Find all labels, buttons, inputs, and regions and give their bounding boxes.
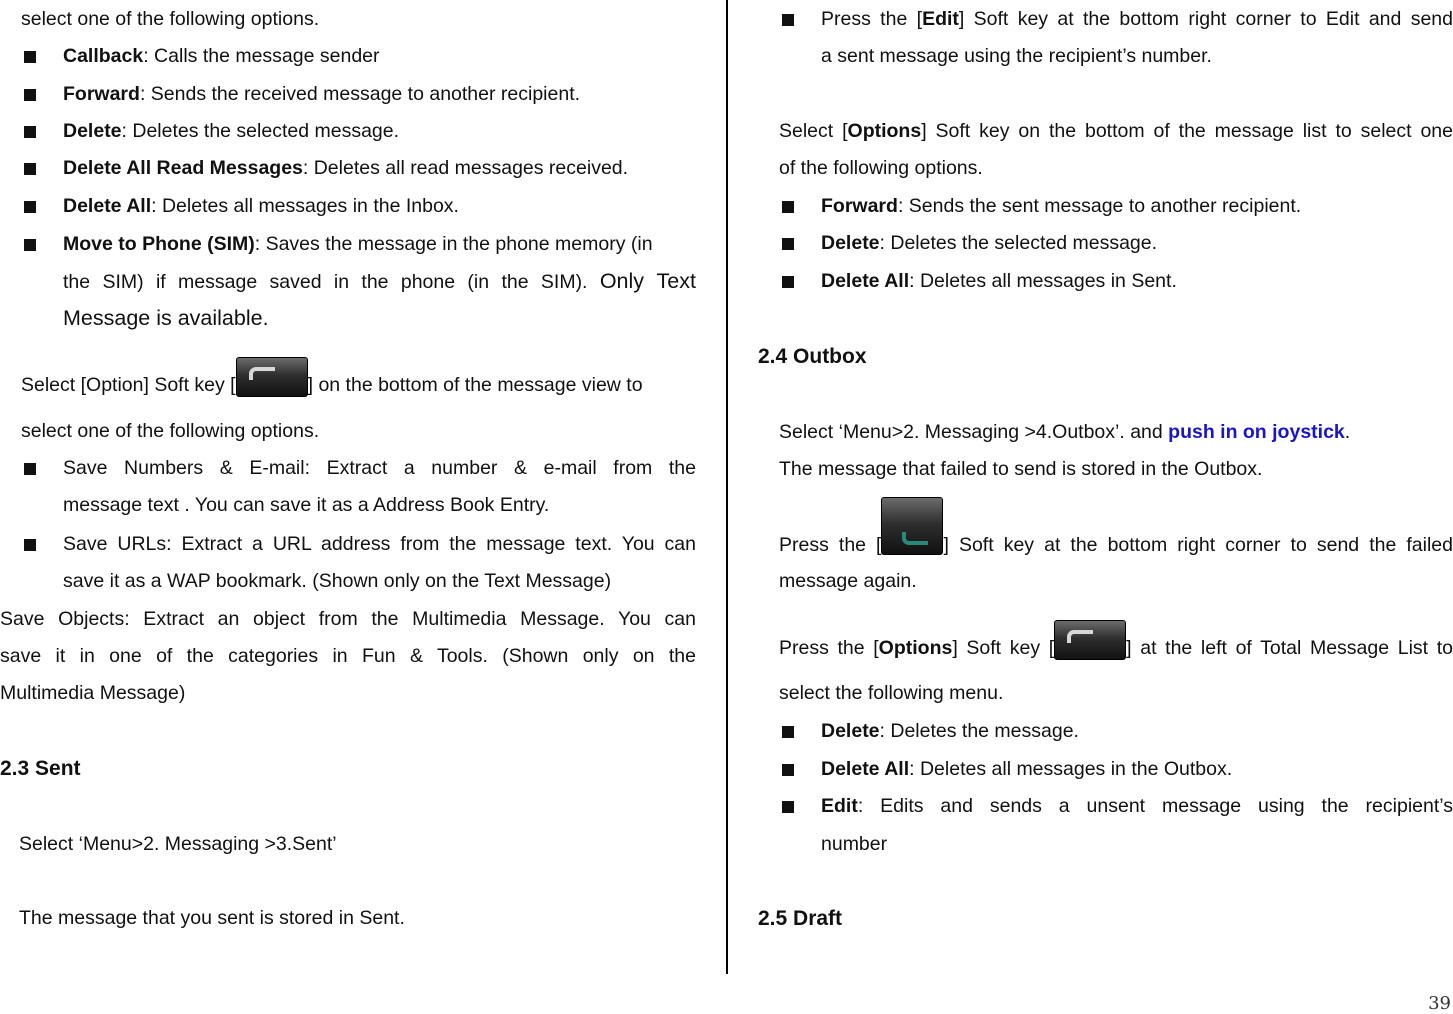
term: Edit <box>821 795 858 817</box>
text-line: number <box>821 833 888 855</box>
text-line: a sent message using the recipient’s number. <box>821 45 1212 67</box>
text-line: Select ‘Menu>2. Messaging >3.Sent’ <box>19 833 337 855</box>
term: Delete <box>63 120 122 142</box>
text: Press the [ <box>779 534 882 556</box>
send-key-icon <box>881 497 943 555</box>
text: ] Soft key at the bottom right corner to Edit and send <box>958 8 1453 30</box>
text: Select [ <box>779 120 848 142</box>
desc: : Sends the received message to another recipient. <box>139 83 581 105</box>
page-number: 39 <box>1428 993 1451 1014</box>
text-line: Save URLs: Extract a URL address from the message text. You can <box>63 533 696 555</box>
section-heading-outbox: 2.4 Outbox <box>758 345 867 368</box>
bullet-square-icon <box>24 126 36 138</box>
text-line: save it as a WAP bookmark. (Shown only on the Text Message) <box>63 570 612 592</box>
note: Message is available. <box>63 306 269 330</box>
text: Press the [ <box>779 637 879 659</box>
text-line: select one of the following options. <box>21 420 320 442</box>
bullet-square-icon <box>782 726 794 738</box>
term: Move to Phone (SIM) <box>63 233 255 255</box>
text: ] Soft key on the bottom of the message list to select one <box>921 120 1453 142</box>
text-line: message again. <box>779 570 917 592</box>
bullet-square-icon <box>24 89 36 101</box>
desc: : Sends the sent message to another recipient. <box>897 195 1302 217</box>
soft-key-icon <box>1054 620 1126 660</box>
desc: : Deletes all messages in Sent. <box>909 270 1177 292</box>
desc: : Deletes the selected message. <box>879 232 1158 254</box>
text-line: Save Objects: Extract an object from the Multimedia Message. You can <box>0 608 696 630</box>
text-line: save it in one of the categories in Fun & Tools. (Shown only on the <box>0 645 696 667</box>
bullet-square-icon <box>782 764 794 776</box>
term: Delete <box>821 232 880 254</box>
term: Options <box>847 120 922 142</box>
bullet-square-icon <box>782 276 794 288</box>
desc: the SIM) if message saved in the phone (in the SIM). <box>63 271 588 293</box>
desc: : Deletes all messages in the Outbox. <box>909 758 1233 780</box>
press-send-line <box>779 533 1453 557</box>
soft-key-icon <box>236 357 308 397</box>
note: Only Text <box>599 269 696 293</box>
bullet-square-icon <box>24 201 36 213</box>
text-line: message text . You can save it as a Address Book Entry. <box>63 494 550 516</box>
term: Delete All <box>63 195 152 217</box>
text-line: Multimedia Message) <box>0 682 186 704</box>
column-divider <box>726 0 728 974</box>
emphasis: push in on joystick <box>1168 421 1345 443</box>
term: Edit <box>922 8 959 30</box>
press-options-line <box>779 636 1453 660</box>
desc: : Deletes all messages in the Inbox. <box>151 195 459 217</box>
desc: : Deletes all read messages received. <box>302 157 629 179</box>
text: Select ‘Menu>2. Messaging >4.Outbox’. and <box>779 421 1169 443</box>
term: Delete <box>821 720 880 742</box>
text: ] Soft key at the bottom right corner to send the failed <box>943 534 1453 556</box>
bullet-square-icon <box>24 163 36 175</box>
text: . <box>1344 421 1351 443</box>
text-line: select the following menu. <box>779 682 1004 704</box>
bullet-square-icon <box>782 14 794 26</box>
bullet-square-icon <box>24 239 36 251</box>
text-line: Save Numbers & E-mail: Extract a number & e-mail from the <box>63 457 696 479</box>
term: Delete All <box>821 270 910 292</box>
term: Options <box>878 637 953 659</box>
term: Forward <box>63 83 140 105</box>
text: Select [Option] Soft key [ <box>21 374 236 396</box>
bullet-square-icon <box>24 51 36 63</box>
desc: : Saves the message in the phone memory (in <box>254 233 653 255</box>
text-line: The message that you sent is stored in Sent. <box>19 907 405 929</box>
bullet-square-icon <box>782 801 794 813</box>
bullet-square-icon <box>782 201 794 213</box>
desc: : Calls the message sender <box>143 45 380 67</box>
term: Delete All <box>821 758 910 780</box>
term: Forward <box>821 195 898 217</box>
text: ] at the left of Total Message List to <box>1126 637 1453 659</box>
section-heading-draft: 2.5 Draft <box>758 907 843 930</box>
desc: : Deletes the selected message. <box>121 120 400 142</box>
text-line: of the following options. <box>779 157 983 179</box>
term: Delete All Read Messages <box>63 157 303 179</box>
desc: : Edits and sends a unsent message using the recipient’s <box>857 795 1453 817</box>
text-line: The message that failed to send is stored in the Outbox. <box>779 458 1263 480</box>
term: Callback <box>63 45 144 67</box>
text: ] Soft key [ <box>952 637 1055 659</box>
select-option-line <box>21 373 696 397</box>
bullet-square-icon <box>24 539 36 551</box>
section-heading-sent: 2.3 Sent <box>0 757 81 780</box>
bullet-square-icon <box>782 238 794 250</box>
text: Press the [ <box>821 8 923 30</box>
desc: : Deletes the message. <box>879 720 1079 742</box>
text-line: select one of the following options. <box>21 8 320 30</box>
text: ] on the bottom of the message view to <box>307 374 643 396</box>
bullet-square-icon <box>24 463 36 475</box>
